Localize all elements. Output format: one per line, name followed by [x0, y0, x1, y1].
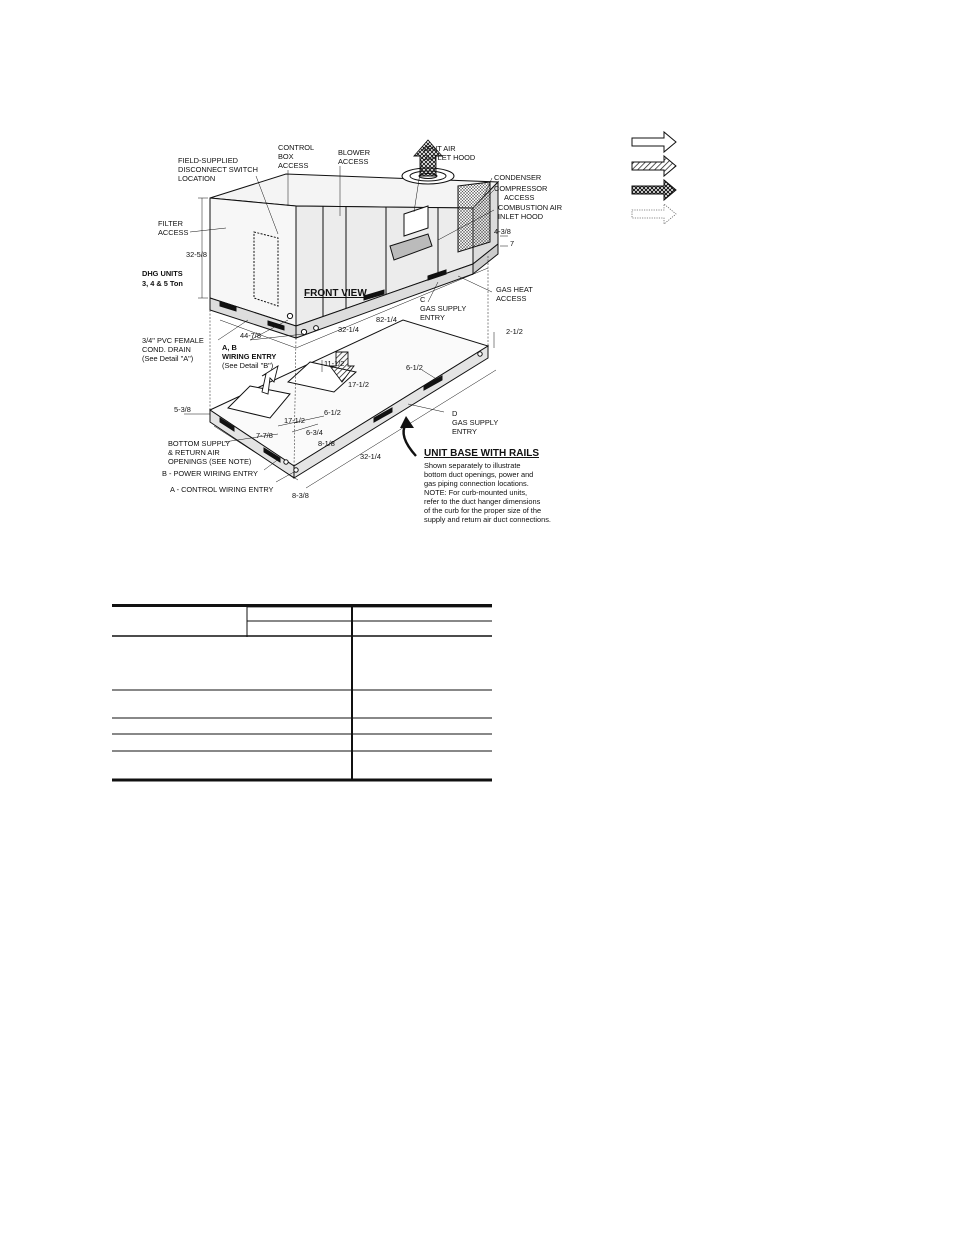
label-combustion-2: INLET HOOD: [498, 212, 544, 221]
label-filter: FILTER: [158, 219, 183, 228]
label-control-wiring: A - CONTROL WIRING ENTRY: [170, 485, 274, 494]
dotted-arrow-icon: [632, 204, 676, 224]
label-blower-2: ACCESS: [338, 157, 369, 166]
label-control-box-3: ACCESS: [278, 161, 309, 170]
label-gas-supply-c: C: [420, 295, 426, 304]
dim-8-1-8: 8-1/8: [318, 439, 335, 448]
label-power-wiring: B - POWER WIRING ENTRY: [162, 469, 258, 478]
dim-82-1-4: 82-1/4: [376, 315, 397, 324]
spec-table-frame: [112, 604, 492, 784]
label-blower: BLOWER: [338, 148, 371, 157]
crosshatched-arrow-icon: [632, 180, 676, 200]
dim-7: 7: [510, 239, 515, 248]
label-combustion: COMBUSTION AIR: [498, 203, 563, 212]
label-gas-heat: GAS HEAT: [496, 285, 533, 294]
label-pvc-drain-2: COND. DRAIN: [142, 345, 191, 354]
dim-4-3-8: 4-3/8: [494, 227, 511, 236]
dim-6-1-2-b: 6-1/2: [324, 408, 341, 417]
dim-17-1-2-b: 17-1/2: [284, 416, 305, 425]
base-note-4: NOTE: For curb-mounted units,: [424, 488, 528, 497]
dim-32-1-4-base: 32-1/4: [360, 452, 381, 461]
dim-5-3-8: 5-3/8: [174, 405, 191, 414]
label-filter-2: ACCESS: [158, 228, 189, 237]
outline-arrow-icon: [632, 132, 676, 152]
label-gas-supply-c-2: GAS SUPPLY: [420, 304, 467, 313]
label-compressor: COMPRESSOR: [494, 184, 548, 193]
label-disconnect: FIELD-SUPPLIED: [178, 156, 238, 165]
dim-2-1-2: 2-1/2: [506, 327, 523, 336]
label-wiring-entry-2: WIRING ENTRY: [222, 352, 277, 361]
label-disconnect-2: DISCONNECT SWITCH: [178, 165, 258, 174]
airflow-legend: [628, 128, 688, 238]
label-front-view: FRONT VIEW: [304, 288, 367, 299]
base-note-3: gas piping connection locations.: [424, 479, 529, 488]
label-gas-heat-2: ACCESS: [496, 294, 527, 303]
label-control-box-2: BOX: [278, 152, 294, 161]
label-condenser: CONDENSER: [494, 173, 542, 182]
base-note-6: of the curb for the proper size of the: [424, 506, 542, 515]
base-note-7: supply and return air duct connections.: [424, 515, 551, 524]
dim-8-3-8: 8-3/8: [292, 491, 309, 500]
dim-17-1-2-a: 17-1/2: [348, 380, 369, 389]
label-wiring-entry: A, B: [222, 343, 237, 352]
label-control-box: CONTROL: [278, 143, 315, 152]
base-note-1: Shown separately to illustrate: [424, 461, 521, 470]
dim-11-1-2: 11-1/2: [324, 359, 345, 368]
label-gas-supply-d-2: GAS SUPPLY: [452, 418, 499, 427]
label-dhg-title: DHG UNITS: [142, 269, 183, 278]
label-compressor-2: ACCESS: [504, 193, 535, 202]
label-gas-supply-d: D: [452, 409, 458, 418]
base-pointer-arrow: [404, 424, 416, 456]
label-bottom-supply-3: OPENINGS (SEE NOTE): [168, 457, 252, 466]
label-gas-supply-c-3: ENTRY: [420, 313, 445, 322]
dim-32-1-4: 32-1/4: [338, 325, 359, 334]
base-note-5: refer to the duct hanger dimensions: [424, 497, 541, 506]
unit-dimension-diagram: [128, 136, 568, 524]
dim-6-1-2-a: 6-1/2: [406, 363, 423, 372]
label-pvc-drain-3: (See Detail "A"): [142, 354, 194, 363]
label-base-title: UNIT BASE WITH RAILS: [424, 448, 539, 459]
label-bottom-supply-2: & RETURN AIR: [168, 448, 220, 457]
label-dhg-sizes: 3, 4 & 5 Ton: [142, 279, 183, 288]
label-vent-2: OUTLET HOOD: [422, 153, 476, 162]
base-note-2: bottom duct openings, power and: [424, 470, 534, 479]
dim-7-7-8: 7-7/8: [256, 431, 273, 440]
dim-height: 32-5/8: [186, 250, 207, 259]
dim-6-3-4: 6-3/4: [306, 428, 323, 437]
label-gas-supply-d-3: ENTRY: [452, 427, 477, 436]
label-disconnect-3: LOCATION: [178, 174, 216, 183]
label-vent: VENT AIR: [422, 144, 456, 153]
label-wiring-entry-3: (See Detail "B"): [222, 361, 274, 370]
hatched-arrow-icon: [632, 156, 676, 176]
label-bottom-supply: BOTTOM SUPPLY: [168, 439, 231, 448]
dim-44-7-8: 44-7/8: [240, 331, 261, 340]
label-pvc-drain: 3/4" PVC FEMALE: [142, 336, 204, 345]
